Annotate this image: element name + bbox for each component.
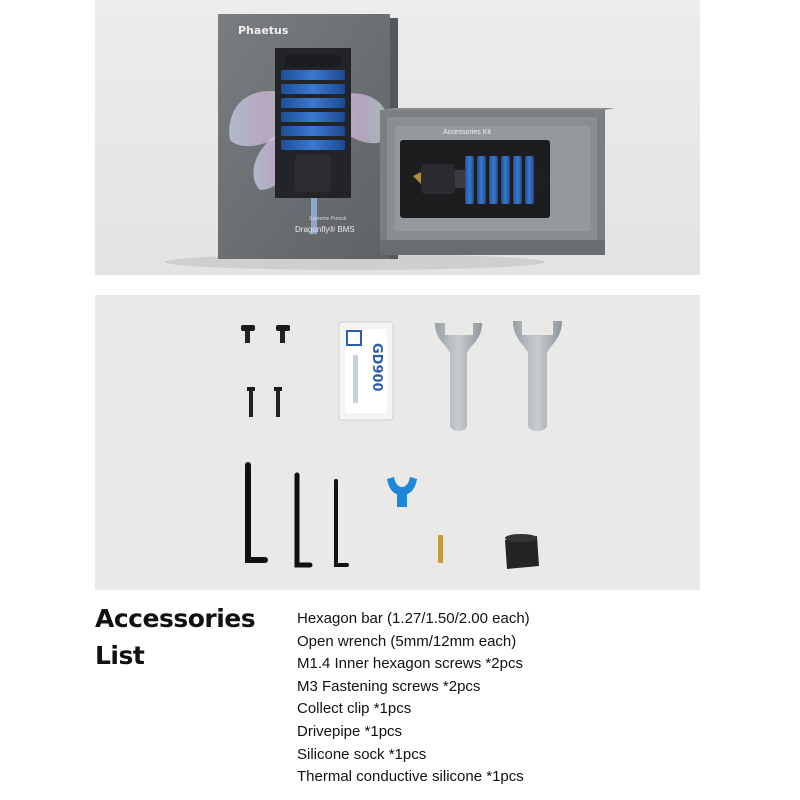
list-item: Drivepipe *1pcs bbox=[297, 722, 403, 740]
list-item: Collect clip *1pcs bbox=[297, 700, 412, 718]
list-item: Silicone sock *1pcs bbox=[297, 745, 427, 763]
list-item: Thermal conductive silicone *1pcs bbox=[297, 768, 524, 786]
accessories-list bbox=[297, 608, 530, 789]
list-item: M1.4 Inner hexagon screws *2pcs bbox=[297, 655, 523, 673]
accessories-box bbox=[380, 108, 615, 255]
list-item: Hexagon bar (1.27/1.50/2.00 each) bbox=[297, 610, 530, 627]
box-model-text: Dragonfly® BMS bbox=[295, 225, 355, 234]
inner-hexagon-screws bbox=[241, 325, 290, 343]
product-box-photo bbox=[95, 0, 700, 275]
list-item: Open wrench (5mm/12mm each) bbox=[297, 632, 517, 650]
fastening-screws bbox=[247, 387, 282, 417]
title-line-2: List bbox=[95, 641, 145, 670]
tray-label-text: Accessories Kit bbox=[443, 129, 491, 136]
box-tagline-text: Supreme Pursuit bbox=[309, 216, 347, 222]
tall-box bbox=[218, 14, 398, 259]
open-wrenches bbox=[435, 321, 562, 431]
silicone-sock bbox=[505, 534, 539, 569]
accessories-photo bbox=[95, 295, 700, 590]
collect-clip bbox=[387, 477, 417, 507]
box-brand-text: Phaetus bbox=[238, 24, 289, 37]
title-line-1: Accessories bbox=[95, 604, 256, 633]
accessories-list-title bbox=[95, 600, 285, 674]
hexagon-bars bbox=[248, 465, 347, 565]
grease-label-text: GD900 bbox=[369, 343, 384, 392]
drivepipe bbox=[438, 535, 443, 563]
thermal-silicone-packet bbox=[339, 322, 393, 420]
list-item: M3 Fastening screws *2pcs bbox=[297, 677, 481, 695]
